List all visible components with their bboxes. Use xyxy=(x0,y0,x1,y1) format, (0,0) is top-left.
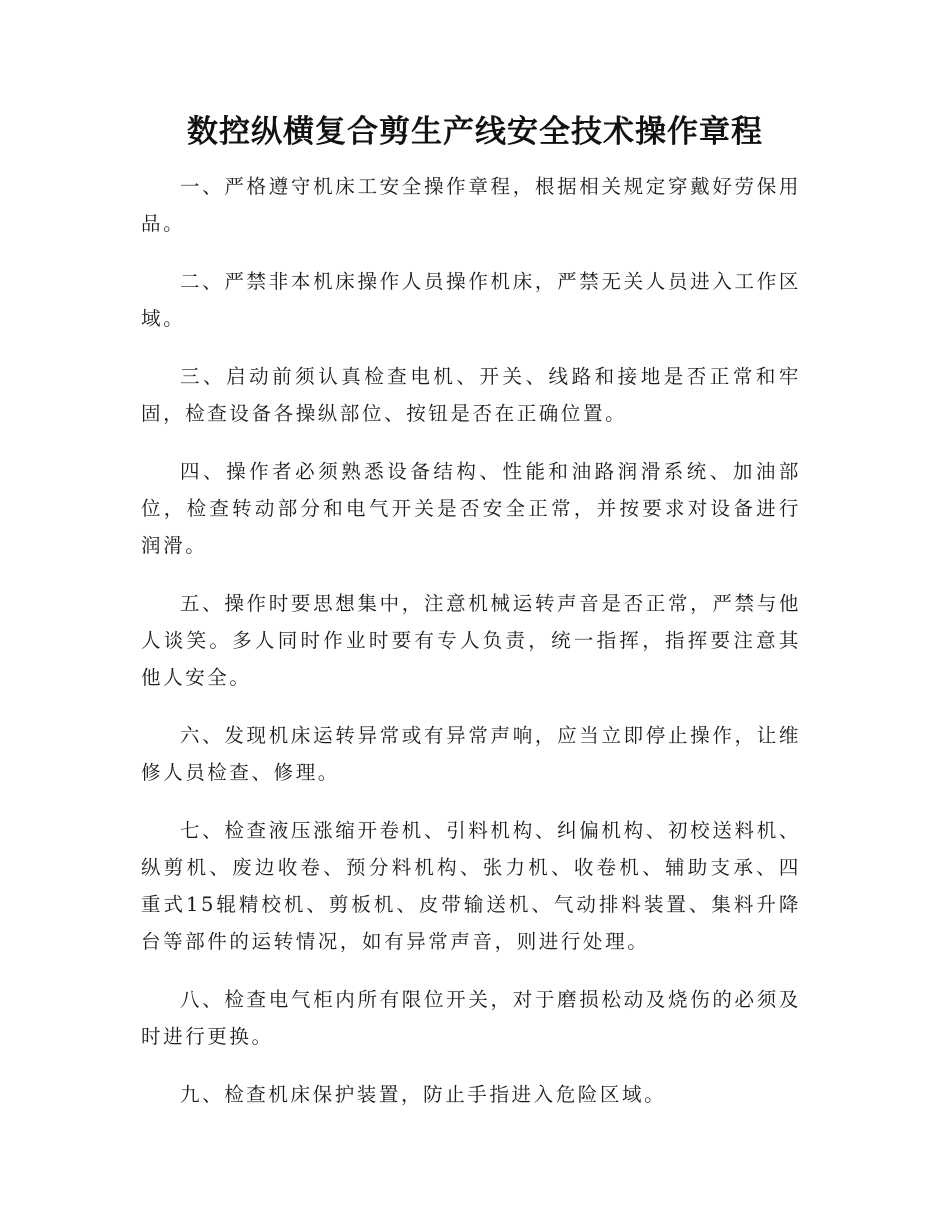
document-body xyxy=(141,168,801,1134)
paragraph-3: 三、启动前须认真检查电机、开关、线路和接地是否正常和牢固，检查设备各操纵部位、按钮是否在正确位置。 xyxy=(141,365,801,425)
paragraph-2: 二、严禁非本机床操作人员操作机床，严禁无关人员进入工作区域。 xyxy=(141,270,801,330)
paragraph-7: 七、检查液压涨缩开卷机、引料机构、纠偏机构、初校送料机、纵剪机、废边收卷、预分料机构、张力机、收卷机、辅助支承、四重式15辊精校机、剪板机、皮带输送机、气动排料装置、集料升降台等部件的运转情况，如有异常声音，则进行处理。 xyxy=(141,819,801,953)
paragraph-8: 八、检查电气柜内所有限位开关，对于磨损松动及烧伤的必须及时进行更换。 xyxy=(141,988,801,1048)
paragraph-4: 四、操作者必须熟悉设备结构、性能和油路润滑系统、加油部位，检查转动部分和电气开关是否安全正常，并按要求对设备进行润滑。 xyxy=(141,460,801,557)
paragraph-6: 六、发现机床运转异常或有异常声响，应当立即停止操作，让维修人员检查、修理。 xyxy=(141,724,801,784)
paragraph-5: 五、操作时要思想集中，注意机械运转声音是否正常，严禁与他人谈笑。多人同时作业时要有专人负责，统一指挥，指挥要注意其他人安全。 xyxy=(141,592,801,689)
document-title: 数控纵横复合剪生产线安全技术操作章程 xyxy=(187,114,763,150)
paragraph-9: 九、检查机床保护装置，防止手指进入危险区域。 xyxy=(180,1083,667,1106)
paragraph-1: 一、严格遵守机床工安全操作章程，根据相关规定穿戴好劳保用品。 xyxy=(141,175,801,235)
